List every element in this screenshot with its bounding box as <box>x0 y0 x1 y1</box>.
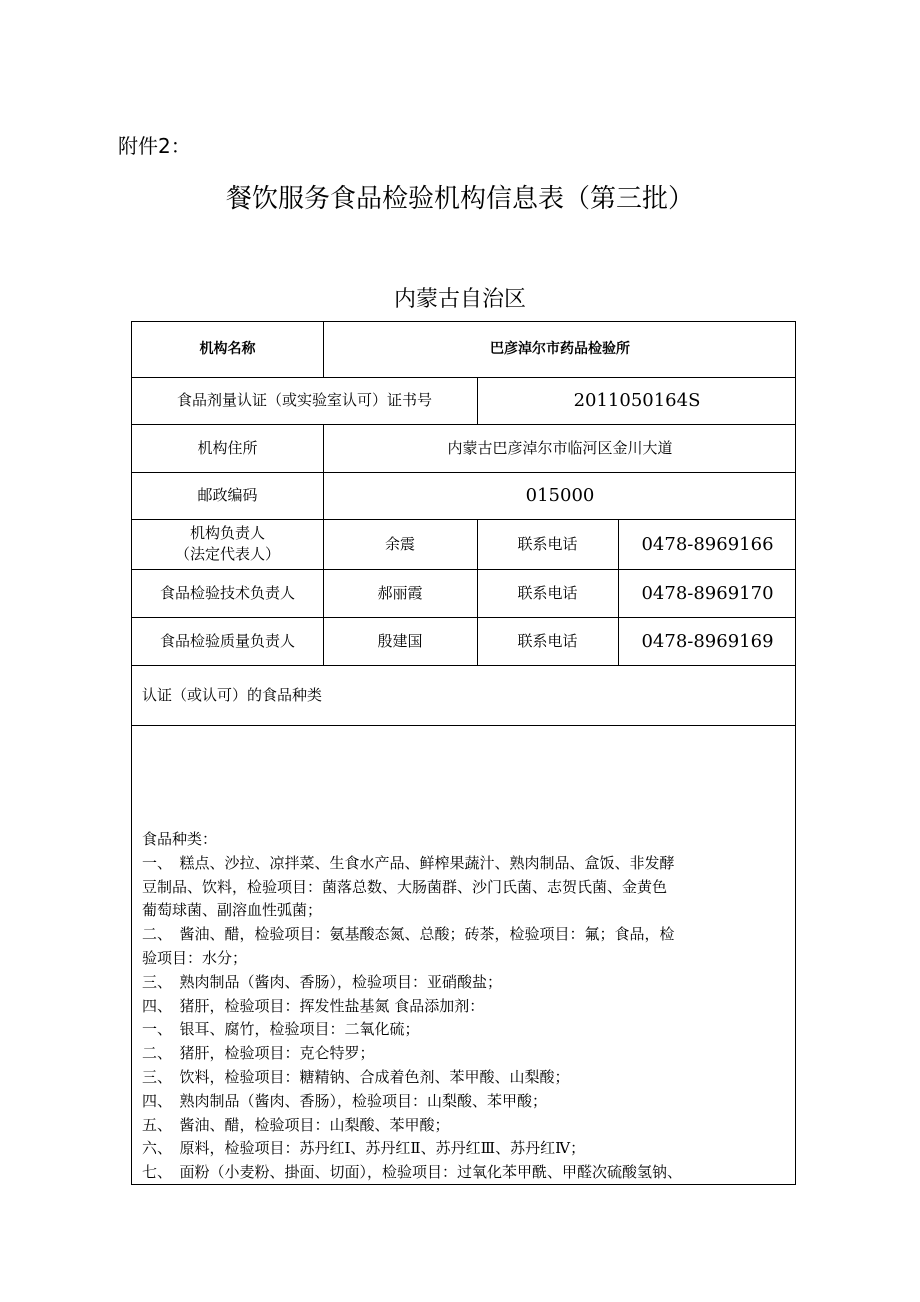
row-divider <box>132 725 795 726</box>
tech-phone: 0478-8969170 <box>641 582 774 604</box>
cert-label: 食品剂量认证（或实验室认可）证书号 <box>176 391 432 409</box>
head-phone: 0478-8969166 <box>641 533 774 555</box>
food-line: 豆制品、饮料，检验项目：菌落总数、大肠菌群、沙门氏菌、志贺氏菌、金黄色 <box>142 877 668 896</box>
food-types-list <box>142 828 782 1185</box>
org-name-label: 机构名称 <box>199 341 256 357</box>
food-line: 四、 熟肉制品（酱肉、香肠），检验项目：山梨酸、苯甲酸； <box>142 1091 548 1110</box>
attachment-label: 附件2： <box>118 134 191 158</box>
tech-phone-label: 联系电话 <box>517 583 578 602</box>
postcode-label: 邮政编码 <box>197 486 258 504</box>
tech-name: 郝丽霞 <box>377 583 423 602</box>
info-table <box>131 321 796 1185</box>
food-line: 三、 熟肉制品（酱肉、香肠），检验项目：亚硝酸盐； <box>142 972 503 991</box>
food-line: 四、 猪肝，检验项目：挥发性盐基氮 食品添加剂： <box>142 996 485 1015</box>
org-name-value: 巴彦淖尔市药品检验所 <box>490 341 630 357</box>
quality-name: 殷建国 <box>377 631 423 650</box>
food-line: 三、 饮料，检验项目：糖精钠、合成着色剂、苯甲酸、山梨酸； <box>142 1067 570 1086</box>
tech-label: 食品检验技术负责人 <box>159 583 295 602</box>
head-name: 余震 <box>384 534 415 553</box>
food-line: 二、 酱油、醋，检验项目：氨基酸态氮、总酸；砖茶，检验项目：氟；食品，检 <box>142 925 675 944</box>
quality-phone: 0478-8969169 <box>641 630 774 652</box>
cert-number: 2011050164S <box>573 390 701 411</box>
address-label: 机构住所 <box>197 438 258 457</box>
food-line: 食品种类： <box>142 830 218 848</box>
quality-phone-label: 联系电话 <box>517 631 578 650</box>
food-line: 五、 酱油、醋，检验项目：山梨酸、苯甲酸； <box>142 1115 450 1134</box>
address-value: 内蒙古巴彦淖尔市临河区金川大道 <box>447 438 673 457</box>
food-line: 七、 面粉（小麦粉、掛面、切面），检验项目：过氧化苯甲酰、甲醛次硫酸氢钠、 <box>142 1163 683 1182</box>
region-heading: 内蒙古自治区 <box>393 287 526 312</box>
page-title: 餐饮服务食品检验机构信息表（第三批） <box>225 184 694 214</box>
food-line: 一、 银耳、腐竹，检验项目：二氧化硫； <box>142 1020 420 1039</box>
food-types-label: 认证（或认可）的食品种类 <box>142 685 323 704</box>
postcode-value: 015000 <box>525 485 595 506</box>
head-label <box>132 519 323 569</box>
food-line: 一、 糕点、沙拉、凉拌菜、生食水产品、鲜榨果蔬汁、熟肉制品、盒饭、非发酵 <box>142 853 675 872</box>
head-label-line1: 机构负责人 <box>189 524 265 542</box>
head-label-line2: （法定代表人） <box>174 545 280 563</box>
food-line: 验项目：水分； <box>142 948 248 967</box>
head-phone-label: 联系电话 <box>517 534 578 553</box>
food-line: 二、 猪肝，检验项目：克仑特罗； <box>142 1044 375 1063</box>
food-line: 六、 原料，检验项目：苏丹红Ⅰ、苏丹红Ⅱ、苏丹红Ⅲ、苏丹红Ⅳ； <box>142 1139 586 1158</box>
quality-label: 食品检验质量负责人 <box>159 631 295 650</box>
food-line: 葡萄球菌、副溶血性弧菌； <box>142 901 323 920</box>
